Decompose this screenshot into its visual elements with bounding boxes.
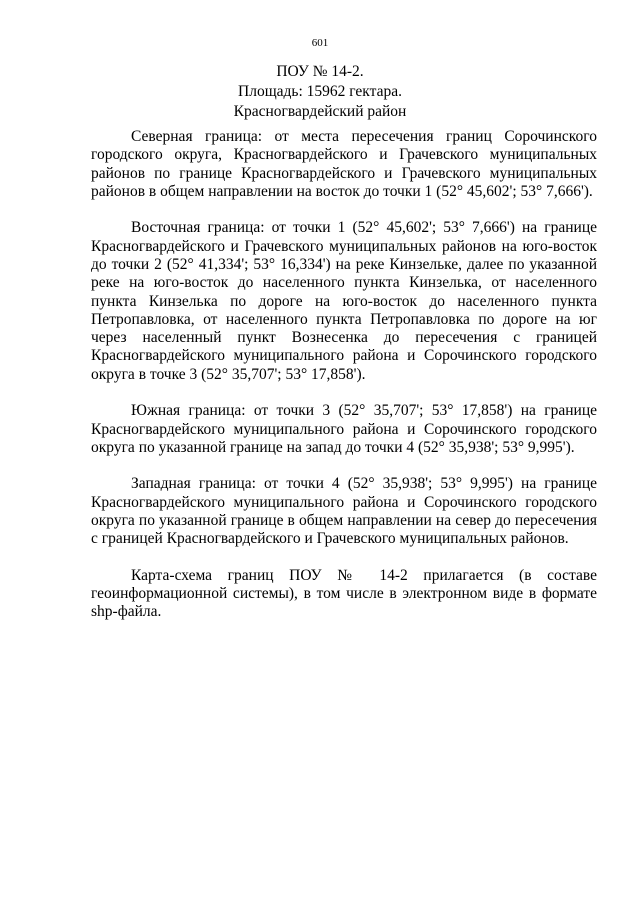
paragraph-map-note: Карта-схема границ ПОУ № 14-2 прилагается (в составе геоинформационной системы), в том числе в электронном виде в формате shp-файла. (91, 566, 597, 621)
paragraph-east-border: Восточная граница: от точки 1 (52° 45,602'; 53° 7,666') на границе Красногвардейского и Грачевского муниципальных районов на юго-восток до точки 2 (52° 41,334'; 53° 16,334') на реке Кинзельке, далее по указанной реке на юго-восток до населенного пункта Кинзелька, от населенного пункта Кинзелька по дороге на юго-восток до населенного пункта Петропавловка, от населенного пункта Петропавловка по дороге на юг через населенный пункт Вознесенка до пересечения с границей Красногвардейского муниципального района и Сорочинского городского округа в точке 3 (52° 35,707'; 53° 17,858'). (91, 219, 597, 383)
paragraph-west-border: Западная граница: от точки 4 (52° 35,938'; 53° 9,995') на границе Красногвардейского муниципального района и Сорочинского городского округа по указанной границе в общем направлении на север до пересечения с границей Красногвардейского и Грачевского муниципальных районов. (91, 475, 597, 548)
document-body (91, 128, 597, 640)
header-area: Площадь: 15962 гектара. (238, 83, 402, 100)
paragraph-north-border: Северная граница: от места пересечения границ Сорочинского городского округа, Красногвардейского и Грачевского муниципальных районов по границе Красногвардейского и Грачевского муниципальных районов в общем направлении на восток до точки 1 (52° 45,602'; 53° 7,666'). (91, 128, 597, 200)
page-number: 601 (311, 37, 329, 49)
paragraph-south-border: Южная граница: от точки 3 (52° 35,707'; 53° 17,858') на границе Красногвардейского муниципального района и Сорочинского городского округа по указанной границе на запад до точки 4 (52° 35,938'; 53° 9,995'). (91, 402, 597, 456)
header-title: ПОУ № 14-2. (276, 63, 364, 80)
document-header (0, 62, 640, 122)
header-district: Красногвардейский район (233, 103, 407, 120)
